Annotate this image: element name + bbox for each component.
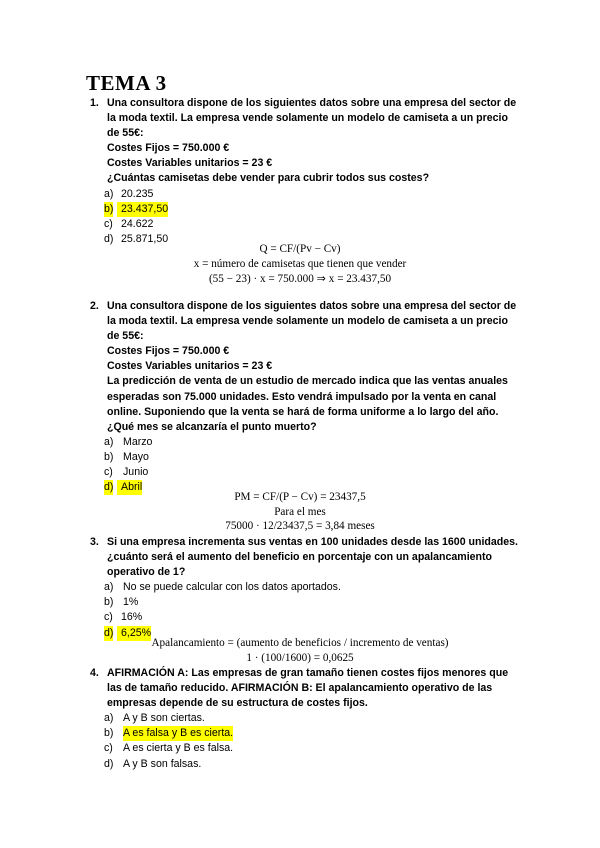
stem-line: esperadas son 75.000 unidades. Esto vendrá impulsado por la venta en canal	[107, 390, 497, 403]
option-c: c) A es cierta y B es falsa.	[104, 742, 234, 755]
question-2	[90, 299, 520, 495]
option-a: a) A y B son ciertas.	[104, 712, 205, 725]
option-d-correct: d) Abril	[104, 480, 520, 495]
page-title: TEMA 3	[86, 71, 167, 95]
question-number: 1.	[90, 97, 99, 109]
stem-line: operativo de 1?	[107, 566, 186, 579]
solution-result: 1 · (100/1600) = 0,0625	[246, 652, 354, 664]
stem-line: la moda textil. La empresa vende solamente un modelo de camiseta a un precio	[107, 112, 508, 125]
stem-line: ¿Qué mes se alcanzaría el punto muerto?	[107, 420, 317, 433]
stem-line: Costes Variables unitarios = 23 €	[107, 157, 273, 170]
question-stem	[107, 96, 520, 187]
solution-result: (55 − 23) · x = 750.000 ⇒ x = 23.437,50	[208, 273, 392, 285]
stem-line: Costes Variables unitarios = 23 €	[107, 360, 273, 373]
stem-line: Costes Fijos = 750.000 €	[107, 142, 230, 155]
question-stem	[107, 666, 520, 711]
solution-line: x = número de camisetas que tienen que vender	[193, 258, 407, 270]
solution-formula: Q = CF/(Pv − Cv)	[259, 243, 341, 255]
stem-line: ¿cuánto será el aumento del beneficio en porcentaje con un apalancamiento	[107, 551, 492, 564]
question-number: 2.	[90, 300, 99, 312]
stem-line: de 55€:	[107, 127, 144, 140]
stem-line: las de tamaño reducido. AFIRMACIÓN B: El apalancamiento operativo de las	[107, 682, 493, 695]
stem-line: Una consultora dispone de los siguientes datos sobre una empresa del sector de	[107, 300, 517, 312]
stem-line: La predicción de venta de un estudio de mercado indica que las ventas anuales	[107, 375, 508, 388]
option-b-correct: b) 23.437,50	[104, 202, 520, 217]
stem-line: Costes Fijos = 750.000 €	[107, 345, 230, 358]
question-stem	[107, 299, 520, 435]
question-stem	[107, 535, 520, 580]
solution-formula: PM = CF/(P − Cv) = 23437,5	[234, 491, 366, 503]
question-number: 3.	[90, 536, 99, 548]
solution-formula: Apalancamiento = (aumento de beneficios / incremento de ventas)	[151, 637, 449, 649]
stem-line: de 55€:	[107, 330, 144, 343]
option-c: c) 16%	[104, 611, 143, 624]
stem-line: Si una empresa incrementa sus ventas en 100 unidades desde las 1600 unidades.	[107, 536, 518, 548]
option-c: c) 24.622	[104, 217, 154, 230]
option-c: c) Junio	[104, 466, 149, 479]
question-1	[90, 96, 520, 247]
stem-line: empresas depende de su estructura de costes fijos.	[107, 697, 368, 710]
option-d: d) 25.871,50	[104, 232, 169, 245]
option-d: d) A y B son falsas.	[104, 757, 202, 770]
question-3	[90, 535, 520, 641]
option-b: b) Mayo	[104, 450, 149, 463]
option-a: a) No se puede calcular con los datos aportados.	[104, 581, 341, 594]
option-b-correct: b) A es falsa y B es cierta.	[104, 726, 520, 741]
stem-line: ¿Cuántas camisetas debe vender para cubrir todos sus costes?	[107, 172, 430, 185]
solution-line: Para el mes	[274, 506, 326, 518]
question-number: 4.	[90, 667, 99, 679]
stem-line: online. Suponiendo que la venta se hará de forma uniforme a lo largo del año.	[107, 405, 499, 418]
solution-result: 75000 · 12/23437,5 = 3,84 meses	[225, 520, 375, 532]
option-d-correct: d) 6,25%	[104, 626, 520, 641]
option-b: b) 1%	[104, 596, 139, 609]
question-4	[90, 666, 520, 772]
stem-line: la moda textil. La empresa vende solamente un modelo de camiseta a un precio	[107, 315, 508, 328]
option-a: a) Marzo	[104, 435, 153, 448]
option-a: a) 20.235	[104, 187, 154, 200]
stem-line: AFIRMACIÓN A: Las empresas de gran tamaño tienen costes fijos menores que	[107, 667, 509, 679]
stem-line: Una consultora dispone de los siguientes datos sobre una empresa del sector de	[107, 97, 517, 109]
